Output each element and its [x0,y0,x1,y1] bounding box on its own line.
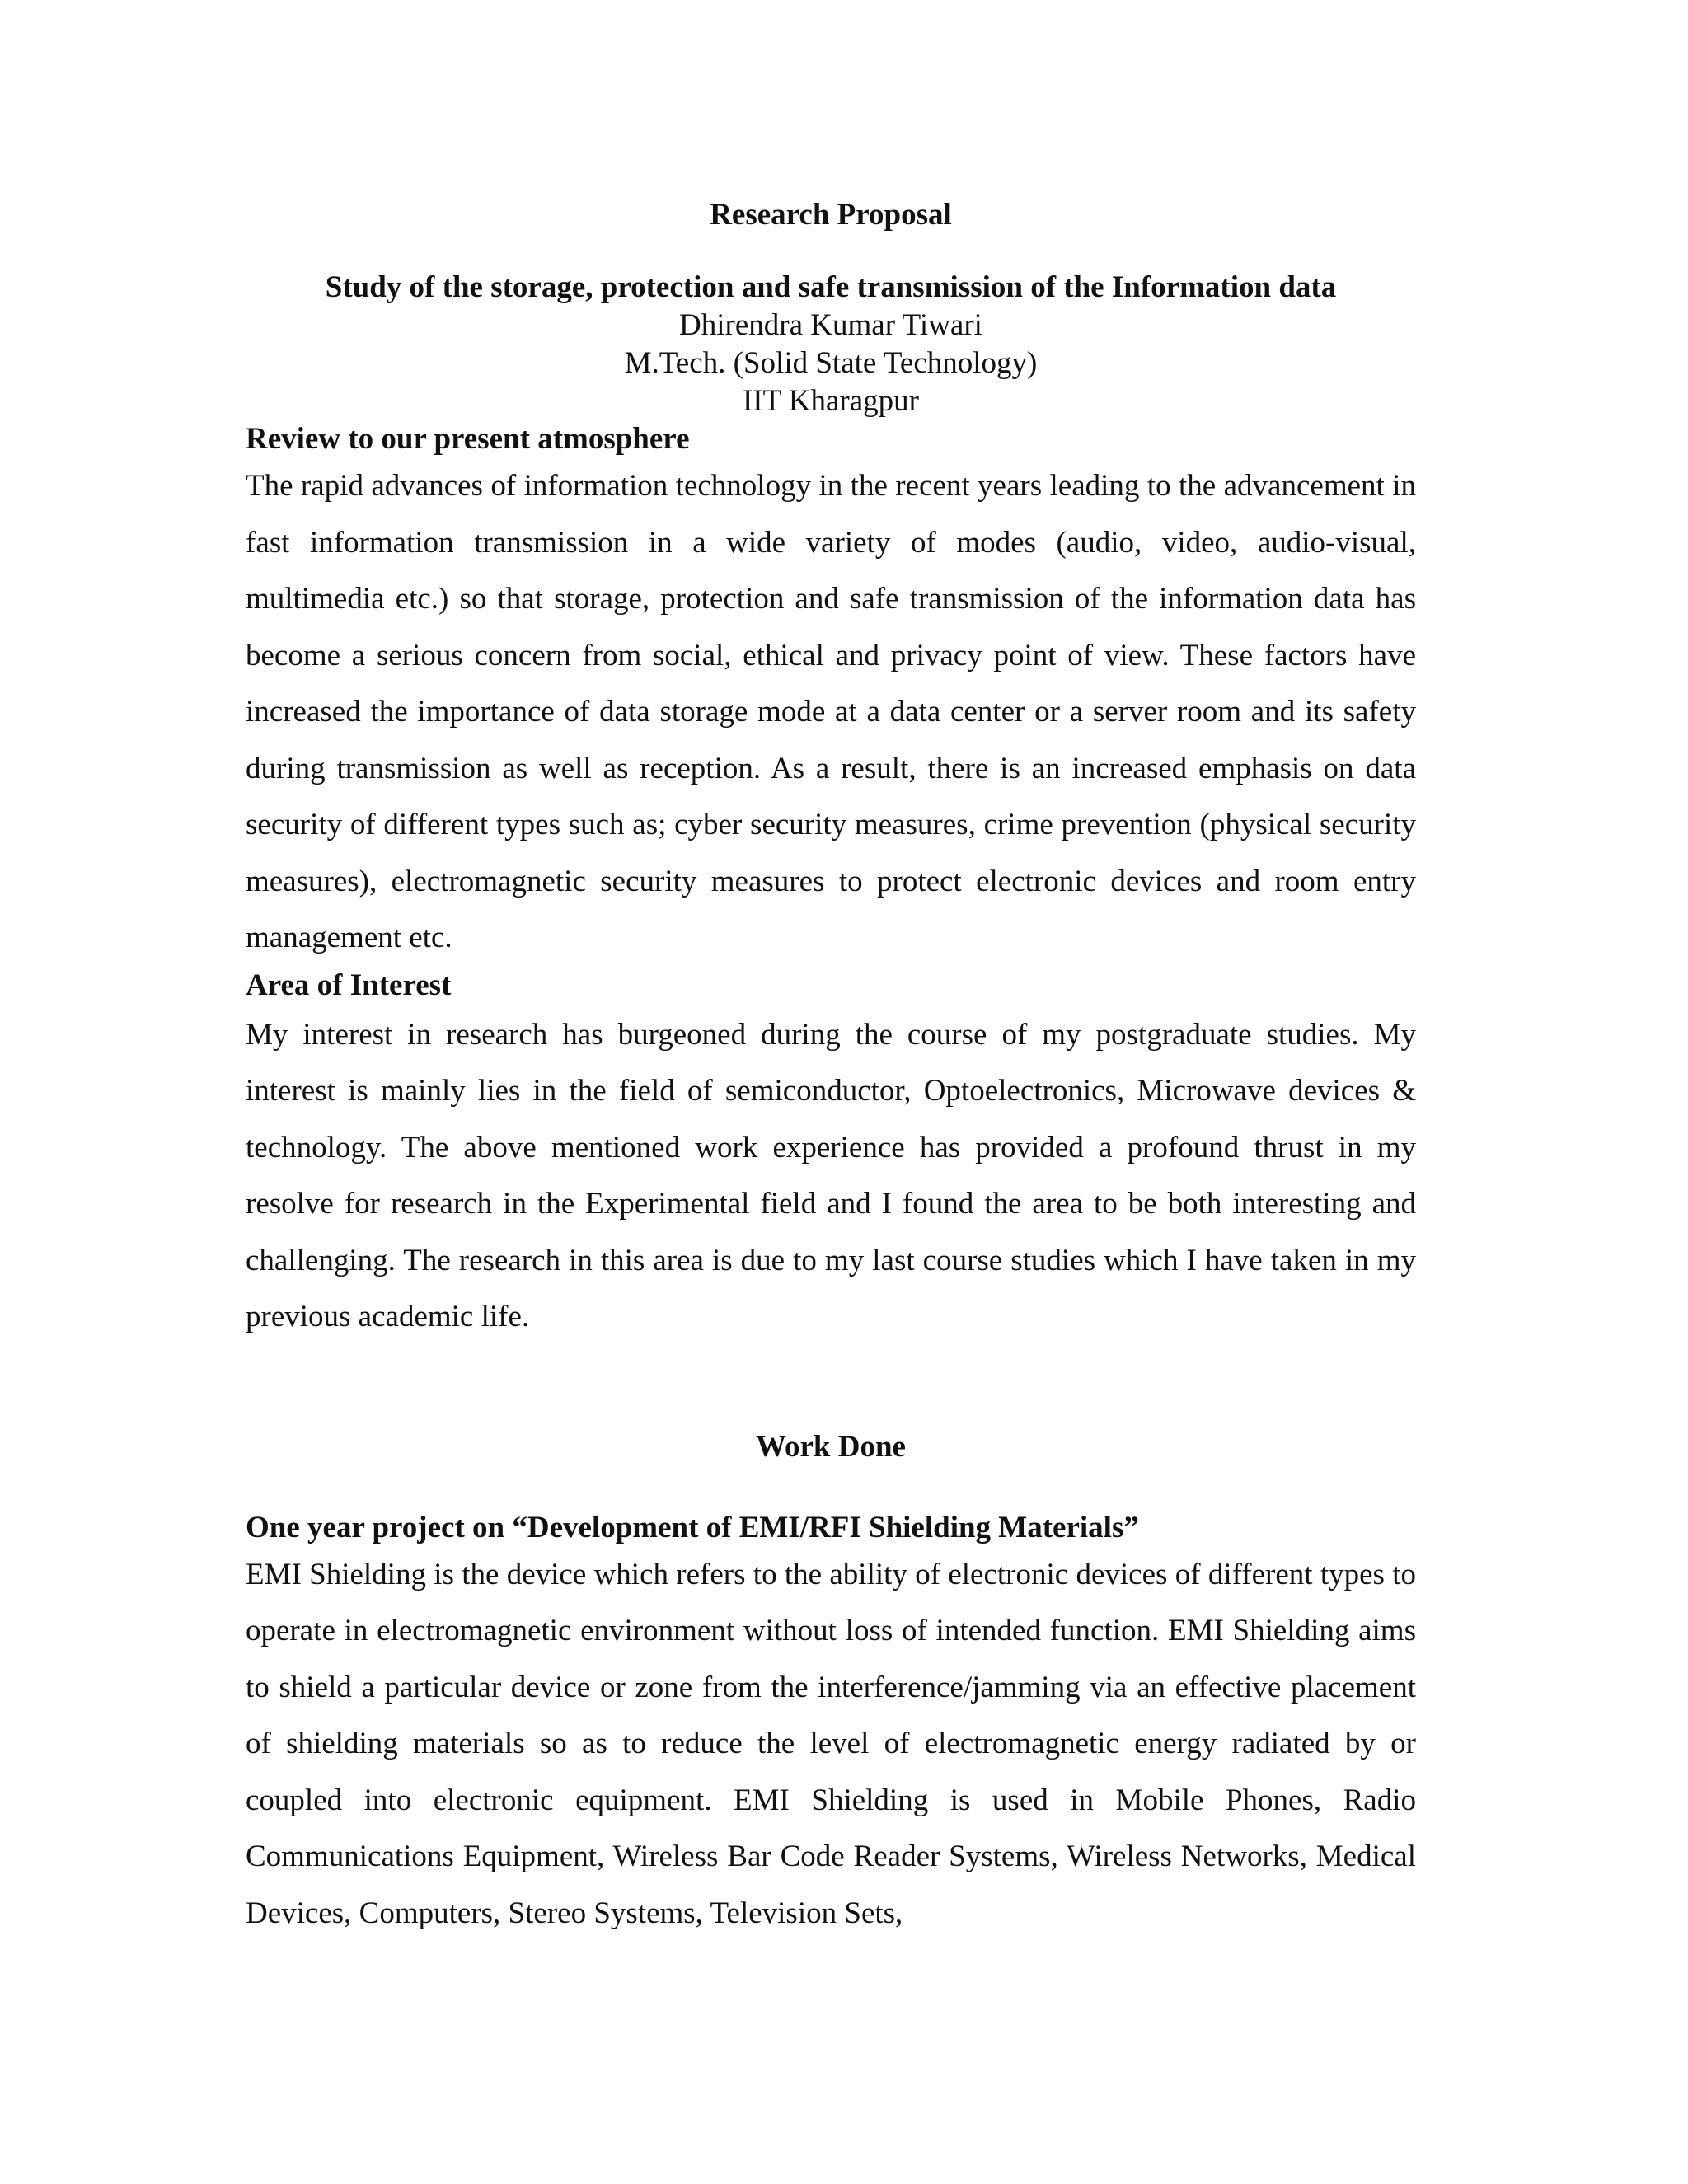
work-done-heading: Work Done [756,1429,906,1464]
author-institution: IIT Kharagpur [742,384,920,418]
project-heading: One year project on “Development of EMI/RFI Shielding Materials” [246,1510,1139,1544]
author-degree: M.Tech. (Solid State Technology) [624,346,1038,380]
review-heading: Review to our present atmosphere [246,422,690,456]
interest-paragraph: My interest in research has burgeoned during the course of my postgraduate studies. My interest is mainly lies in the field of semiconductor, Optoelectronics, Microwave devices & technology. The above mentioned work experience has provided a profound thrust in my resolve for research in the Experimental field and I found the area to be both interesting and challenging. The research in this area is due to my last course studies which I have taken in my previous academic life. [246,1017,1416,1333]
project-paragraph: EMI Shielding is the device which refers to the ability of electronic devices of different types to operate in electromagnetic environment without loss of intended function. EMI Shielding aims to shield a particular device or zone from the interference/jamming via an effective placement of shielding materials so as to reduce the level of electromagnetic energy radiated by or coupled into electronic equipment. EMI Shielding is used in Mobile Phones, Radio Communications Equipment, Wireless Bar Code Reader Systems, Wireless Networks, Medical Devices, Computers, Stereo Systems, Television Sets, [246,1557,1416,1930]
review-paragraph: The rapid advances of information technology in the recent years leading to the advancement in fast information transmission in a wide variety of modes (audio, video, audio-visual, multimedia etc.) so that storage, protection and safe transmission of the information data has become a serious concern from social, ethical and privacy point of view. These factors have increased the importance of data storage mode at a data center or a server room and its safety during transmission as well as reception. As a result, there is an increased emphasis on data security of different types such as; cyber security measures, crime prevention (physical security measures), electromagnetic security measures to protect electronic devices and room entry management etc. [246,469,1416,954]
interest-heading: Area of Interest [246,968,452,1002]
document-content [246,196,1416,1942]
document-title: Research Proposal [710,198,952,232]
author-name: Dhirendra Kumar Tiwari [679,308,982,342]
document-subtitle: Study of the storage, protection and safe transmission of the Information data [325,270,1337,304]
